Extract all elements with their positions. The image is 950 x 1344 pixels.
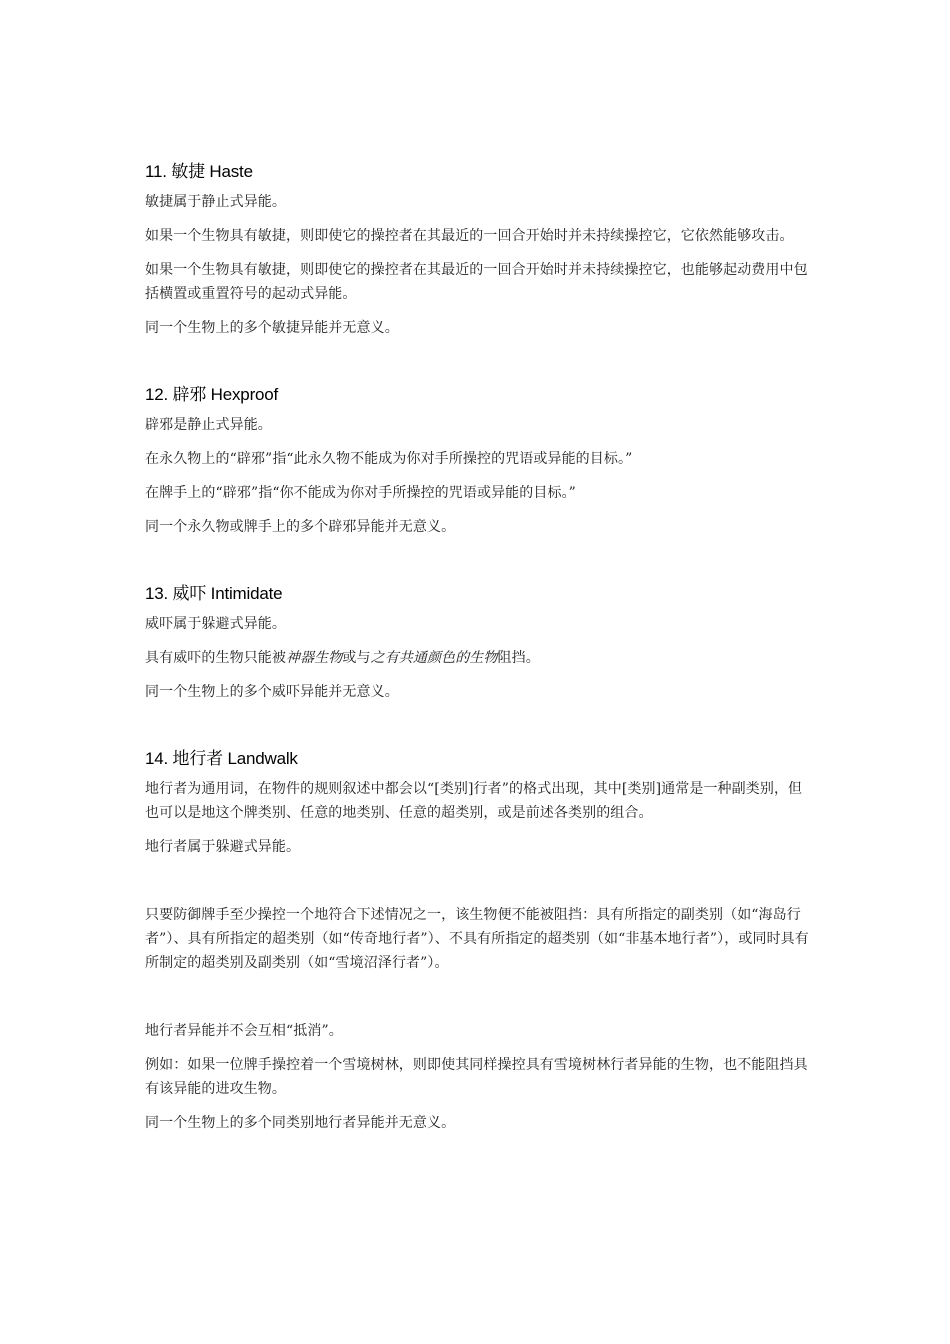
paragraph: 如果一个生物具有敏捷，则即使它的操控者在其最近的一回合开始时并未持续操控它，它依然能够攻击。 [145,228,794,244]
paragraph: 地行者异能并不会互相“抵消”。 [145,1023,343,1039]
paragraph: 地行者属于躲避式异能。 [145,839,301,855]
paragraph-with-emphasis [145,646,813,670]
emphasis-text: 之有共通颜色的生物 [370,650,498,666]
paragraph: 同一个生物上的多个威吓异能并无意义。 [145,684,399,700]
paragraph: 敏捷属于静止式异能。 [145,194,286,210]
text-run: 具有威吓的生物只能被 [145,650,286,666]
section-heading: 14. 地行者 Landwalk [145,749,298,768]
section-heading: 12. 辟邪 Hexproof [145,385,279,404]
paragraph: 例如：如果一位牌手操控着一个雪境树林，则即使其同样操控具有雪境树林行者异能的生物，也不能阻挡具有该异能的进攻生物。 [145,1057,808,1097]
section-spacer [145,350,813,384]
paragraph: 同一个永久物或牌手上的多个辟邪异能并无意义。 [145,519,456,535]
blank-line [145,985,813,1019]
section-heading: 13. 威吓 Intimidate [145,584,283,603]
paragraph: 在牌手上的“辟邪”指“你不能成为你对手所操控的咒语或异能的目标。” [145,485,576,501]
section-haste [145,161,813,340]
section-landwalk [145,748,813,1135]
blank-line [145,869,813,903]
paragraph: 如果一个生物具有敏捷，则即使它的操控者在其最近的一回合开始时并未持续操控它，也能够起动费用中包括横置或重置符号的起动式异能。 [145,262,808,302]
paragraph: 辟邪是静止式异能。 [145,417,272,433]
section-spacer [145,714,813,748]
section-spacer [145,549,813,583]
paragraph: 威吓属于躲避式异能。 [145,616,286,632]
paragraph: 同一个生物上的多个敏捷异能并无意义。 [145,320,399,336]
emphasis-text: 神器生物 [286,650,343,666]
section-heading: 11. 敏捷 Haste [145,162,253,181]
text-run: 阻挡。 [497,650,540,666]
paragraph: 同一个生物上的多个同类别地行者异能并无意义。 [145,1115,456,1131]
section-hexproof [145,384,813,539]
paragraph: 地行者为通用词，在物件的规则叙述中都会以“[类别]行者”的格式出现，其中[类别]通常是一种副类别，但也可以是地这个牌类别、任意的地类别、任意的超类别，或是前述各类别的组合。 [145,781,803,821]
paragraph: 在永久物上的“辟邪”指“此永久物不能成为你对手所操控的咒语或异能的目标。” [145,451,633,467]
paragraph: 只要防御牌手至少操控一个地符合下述情况之一，该生物便不能被阻挡：具有所指定的副类别（如“海岛行者”）、具有所指定的超类别（如“传奇地行者”）、不具有所指定的超类别（如“非基本地行者”），或同时具有所制定的超类别及副类别（如“雪境沼泽行者”）。 [145,907,809,971]
document-content [145,161,813,1145]
text-run: 或与 [342,650,371,666]
section-intimidate [145,583,813,704]
